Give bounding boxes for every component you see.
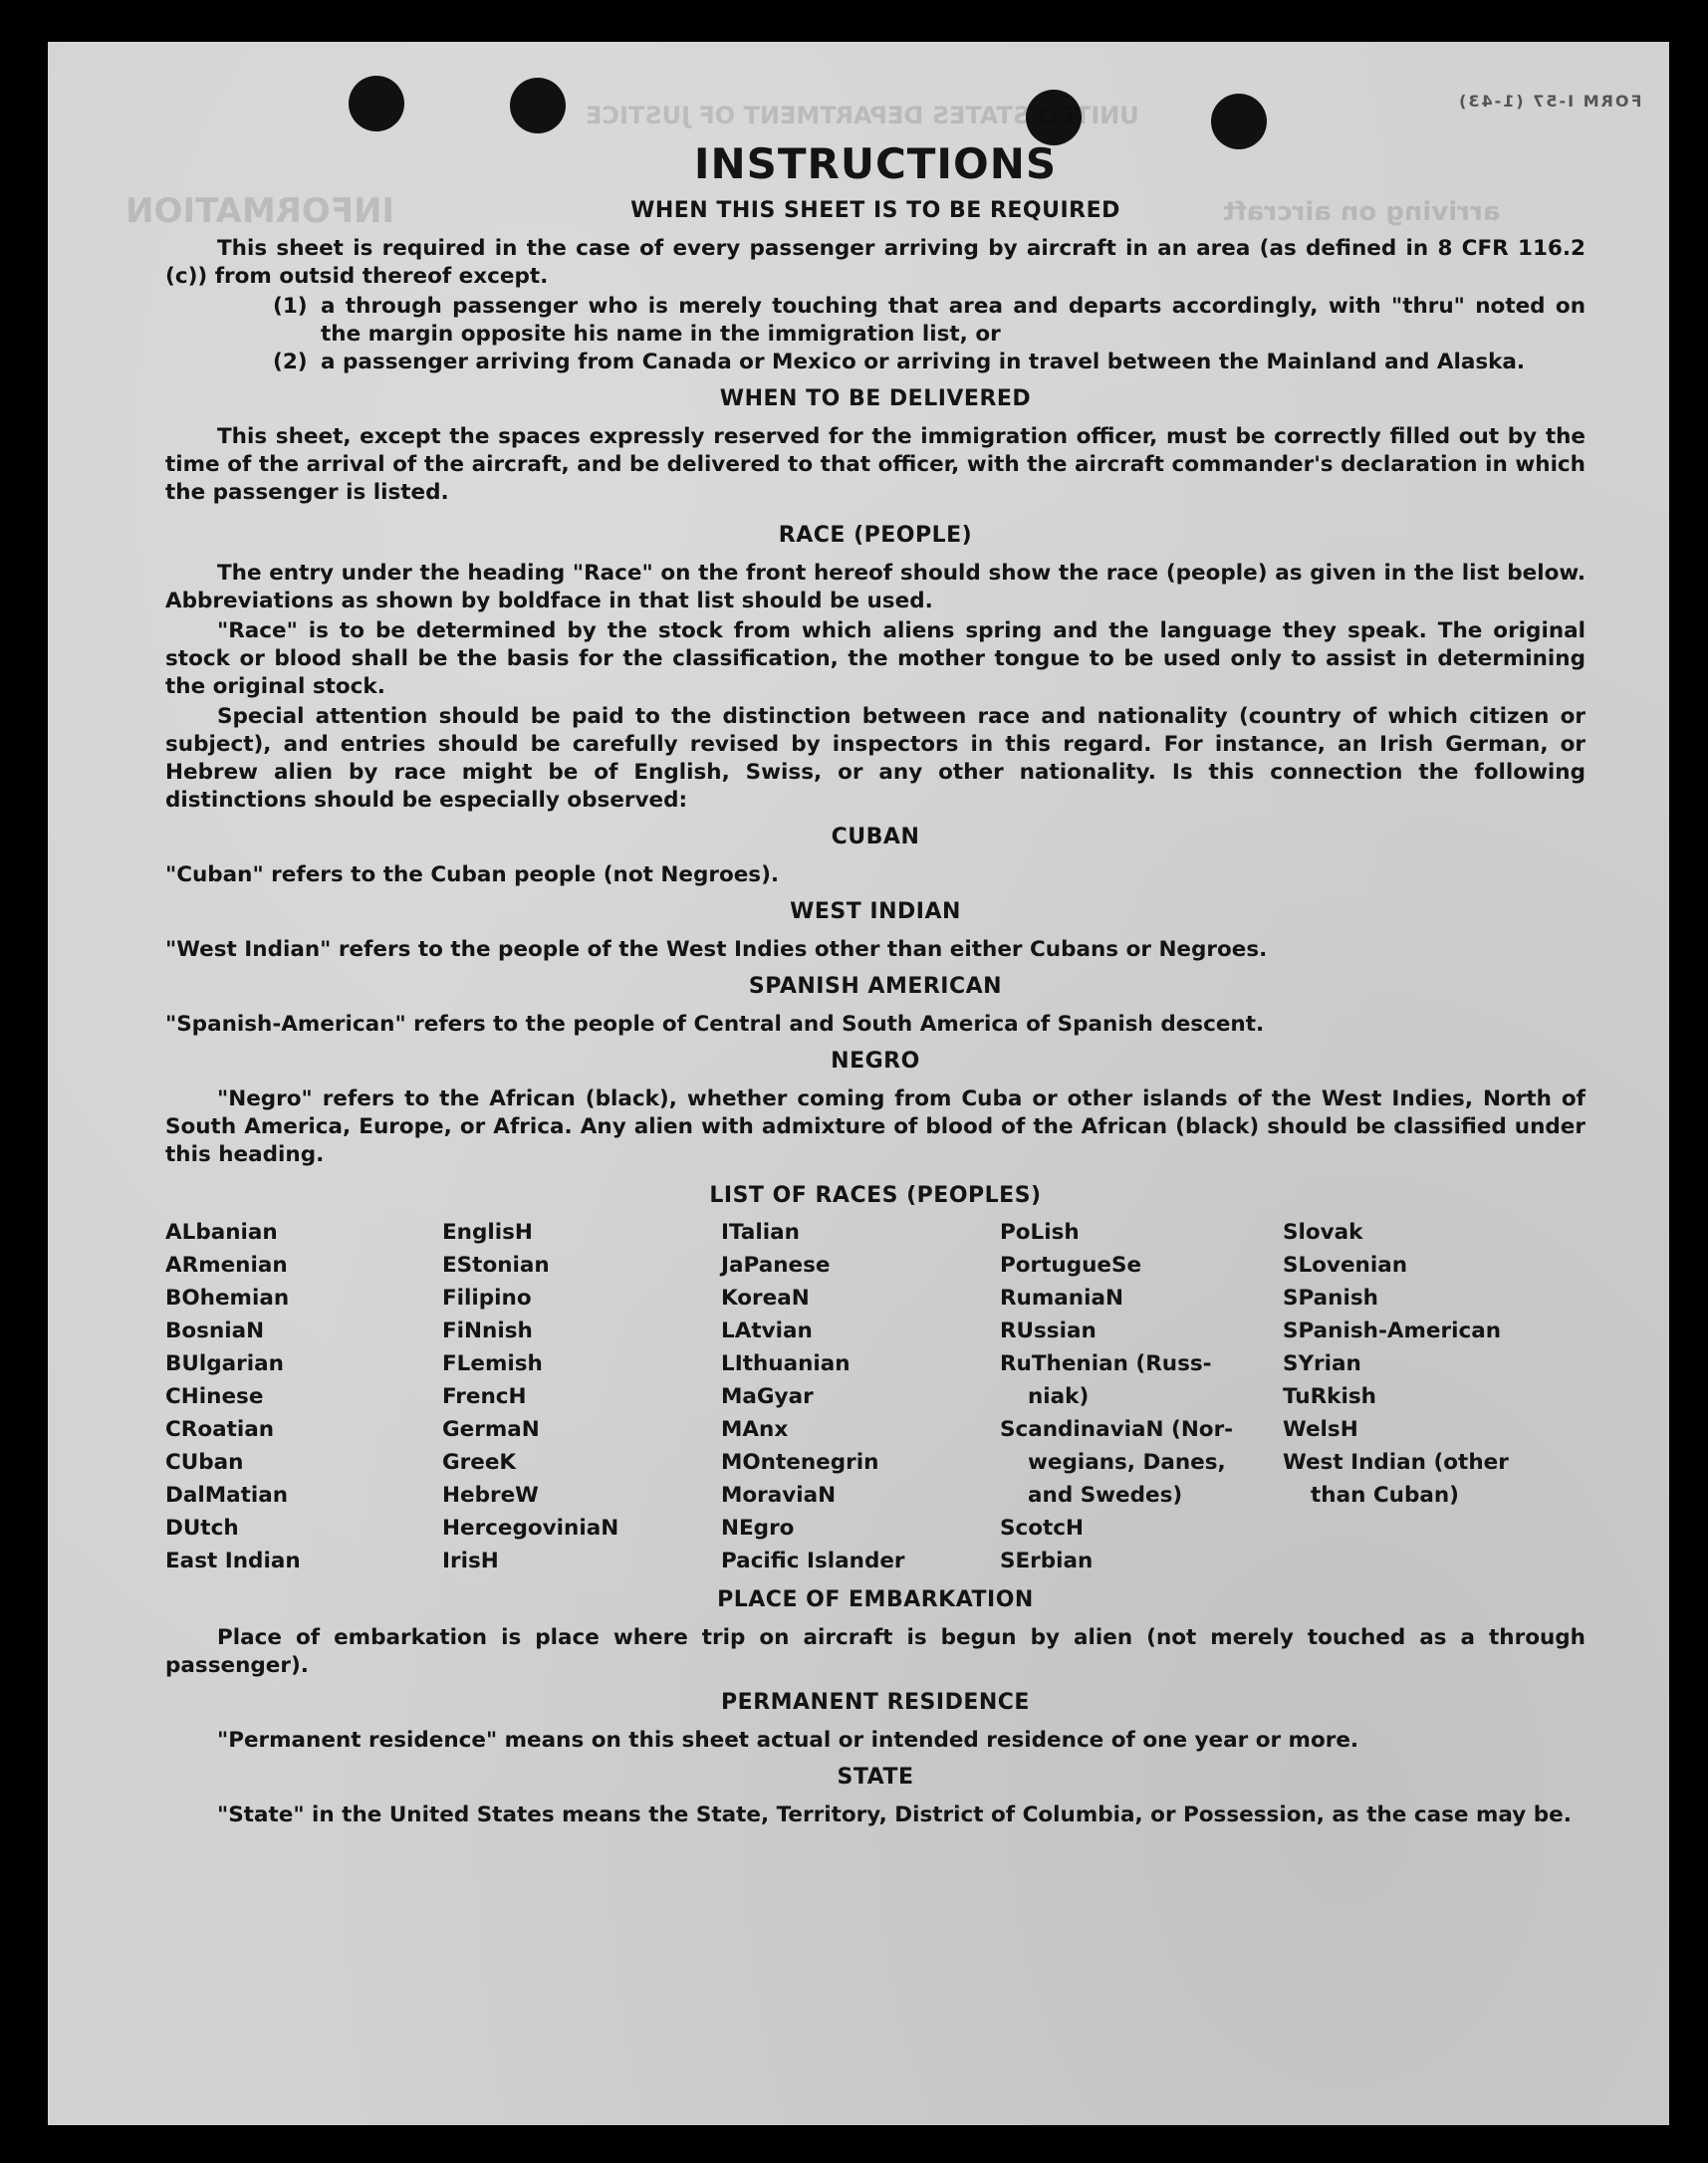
race-item: GermaN [442, 1417, 540, 1442]
spanish-american-text: "Spanish-American" refers to the people of Central and South America of Spanish descent. [165, 1012, 1265, 1037]
race-item: Slovak [1283, 1220, 1363, 1245]
races-column [1283, 1216, 1572, 1577]
heading-cuban: CUBAN [831, 825, 920, 849]
when-required-intro: This sheet is required in the case of every passenger arriving by aircraft in an area (as defined in 8 CFR 116.2 (c)) from outsid thereof except. [165, 236, 1586, 289]
exception-number: (1) [273, 294, 308, 319]
race-item: wegians, Danes, [1028, 1450, 1226, 1475]
heading-negro: NEGRO [831, 1049, 920, 1074]
race-item: GreeK [442, 1450, 517, 1475]
race-item: East Indian [165, 1549, 301, 1573]
race-item: HebreW [442, 1483, 539, 1508]
race-item: WelsH [1283, 1417, 1358, 1442]
races-column [442, 1216, 721, 1577]
heading-when-required: WHEN THIS SHEET IS TO BE REQUIRED [630, 198, 1120, 223]
exception-text: a through passenger who is merely touching that area and departs accordingly, with "thru" noted on the margin opposite his name in the immigration list, or [321, 294, 1586, 347]
race-item: ScotcH [1000, 1516, 1085, 1541]
race-item: RUssian [1000, 1319, 1097, 1343]
negro-text: "Negro" refers to the African (black), whether coming from Cuba or other islands of the West Indies, North of South America, Europe, or Africa. Any alien with admixture of blood of the African (black) should be classified under this heading. [165, 1086, 1586, 1167]
race-item: than Cuban) [1311, 1483, 1459, 1508]
cuban-text: "Cuban" refers to the Cuban people (not Negroes). [165, 862, 780, 887]
place-of-embarkation-text: Place of embarkation is place where trip on aircraft is begun by alien (not merely touched as a through passenger). [165, 1625, 1586, 1678]
race-item: MAnx [721, 1417, 789, 1442]
heading-when-delivered: WHEN TO BE DELIVERED [719, 386, 1032, 411]
race-item: RuThenian (Russ- [1000, 1351, 1212, 1376]
race-item: ALbanian [165, 1220, 278, 1245]
race-item: SLovenian [1283, 1253, 1408, 1278]
race-paragraph: The entry under the heading "Race" on the front hereof should show the race (people) as given in the list below. Abbreviations as shown by boldface in that list should be used. [165, 561, 1586, 613]
race-item: ScandinaviaN (Nor- [1000, 1417, 1234, 1442]
race-item: PortugueSe [1000, 1253, 1142, 1278]
race-item: FiNnish [442, 1319, 533, 1343]
races-column [1000, 1216, 1283, 1577]
punch-hole-2 [510, 78, 566, 133]
race-item: BUlgarian [165, 1351, 284, 1376]
race-item: CRoatian [165, 1417, 275, 1442]
race-item: West Indian (other [1283, 1450, 1509, 1475]
race-item: SYrian [1283, 1351, 1361, 1376]
race-item: DUtch [165, 1516, 239, 1541]
race-item: JaPanese [721, 1253, 831, 1278]
punch-hole-1 [349, 76, 404, 131]
heading-permanent-residence: PERMANENT RESIDENCE [721, 1690, 1030, 1715]
race-item: CHinese [165, 1384, 264, 1409]
race-item: HercegoviniaN [442, 1516, 619, 1541]
race-item: SPanish [1283, 1286, 1378, 1311]
race-paragraph: Special attention should be paid to the distinction between race and nationality (country of which citizen or subject), and entries should be carefully revised by inspectors in this regard. For instance, an Irish German, or Hebrew alien by race might be of English, Swiss, or any other nationality. Is this connection the following distinctions should be especially observed: [165, 704, 1586, 813]
race-item: MaGyar [721, 1384, 814, 1409]
state-text: "State" in the United States means the State, Territory, District of Columbia, or Possession, as the case may be. [217, 1802, 1572, 1827]
race-item: CUban [165, 1450, 244, 1475]
heading-list-of-races: LIST OF RACES (PEOPLES) [709, 1183, 1042, 1208]
document-sheet [48, 42, 1669, 2125]
bleed-through-agency: UNITED STATES DEPARTMENT OF JUSTICE [586, 102, 1139, 129]
races-list [165, 1216, 1586, 1577]
instructions-content [165, 139, 1586, 1831]
permanent-residence-text: "Permanent residence" means on this sheet actual or intended residence of one year or more. [217, 1728, 1359, 1753]
race-item: EnglisH [442, 1220, 533, 1245]
exception-item [273, 349, 1586, 376]
race-item: SErbian [1000, 1549, 1094, 1573]
page-title: INSTRUCTIONS [693, 139, 1058, 188]
form-number: FORM I-57 (1-43) [1456, 92, 1641, 111]
race-item: LIthuanian [721, 1351, 851, 1376]
race-item: ITalian [721, 1220, 800, 1245]
race-item: FLemish [442, 1351, 543, 1376]
races-column [721, 1216, 1000, 1577]
race-item: BOhemian [165, 1286, 290, 1311]
bleed-through-title: INFORMATION [125, 191, 395, 231]
exception-item [273, 293, 1586, 349]
heading-place-of-embarkation: PLACE OF EMBARKATION [717, 1587, 1034, 1612]
race-item: NEgro [721, 1516, 795, 1541]
race-item: IrisH [442, 1549, 499, 1573]
races-column [165, 1216, 442, 1577]
heading-state: STATE [837, 1765, 914, 1790]
race-item: PoLish [1000, 1220, 1080, 1245]
race-item: RumaniaN [1000, 1286, 1123, 1311]
bleed-through-subtitle: arriving on aircraft [1223, 197, 1501, 227]
race-item: BosniaN [165, 1319, 265, 1343]
exception-text: a passenger arriving from Canada or Mexico or arriving in travel between the Mainland and Alaska. [321, 350, 1526, 374]
race-item: Pacific Islander [721, 1549, 905, 1573]
exception-number: (2) [273, 350, 308, 374]
race-item: MOntenegrin [721, 1450, 879, 1475]
race-item: TuRkish [1283, 1384, 1376, 1409]
race-item: niak) [1028, 1384, 1090, 1409]
west-indian-text: "West Indian" refers to the people of the West Indies other than either Cubans or Negroes. [165, 937, 1268, 962]
race-item: MoraviaN [721, 1483, 837, 1508]
race-item: SPanish-American [1283, 1319, 1502, 1343]
when-delivered-text: This sheet, except the spaces expressly reserved for the immigration officer, must be correctly filled out by the time of the arrival of the aircraft, and be delivered to that officer, with the aircraft commander's declaration in which the passenger is listed. [165, 424, 1586, 505]
race-item: ARmenian [165, 1253, 288, 1278]
race-item: EStonian [442, 1253, 550, 1278]
heading-west-indian: WEST INDIAN [790, 899, 961, 924]
race-item: KoreaN [721, 1286, 810, 1311]
race-paragraph: "Race" is to be determined by the stock from which aliens spring and the language they speak. The original stock or blood shall be the basis for the classification, the mother tongue to be used only to assist in determining the original stock. [165, 618, 1586, 699]
race-item: and Swedes) [1028, 1483, 1183, 1508]
race-item: DalMatian [165, 1483, 289, 1508]
heading-spanish-american: SPANISH AMERICAN [748, 974, 1003, 999]
race-item: LAtvian [721, 1319, 813, 1343]
heading-race: RACE (PEOPLE) [778, 523, 973, 548]
race-item: Filipino [442, 1286, 532, 1311]
race-item: FrencH [442, 1384, 527, 1409]
